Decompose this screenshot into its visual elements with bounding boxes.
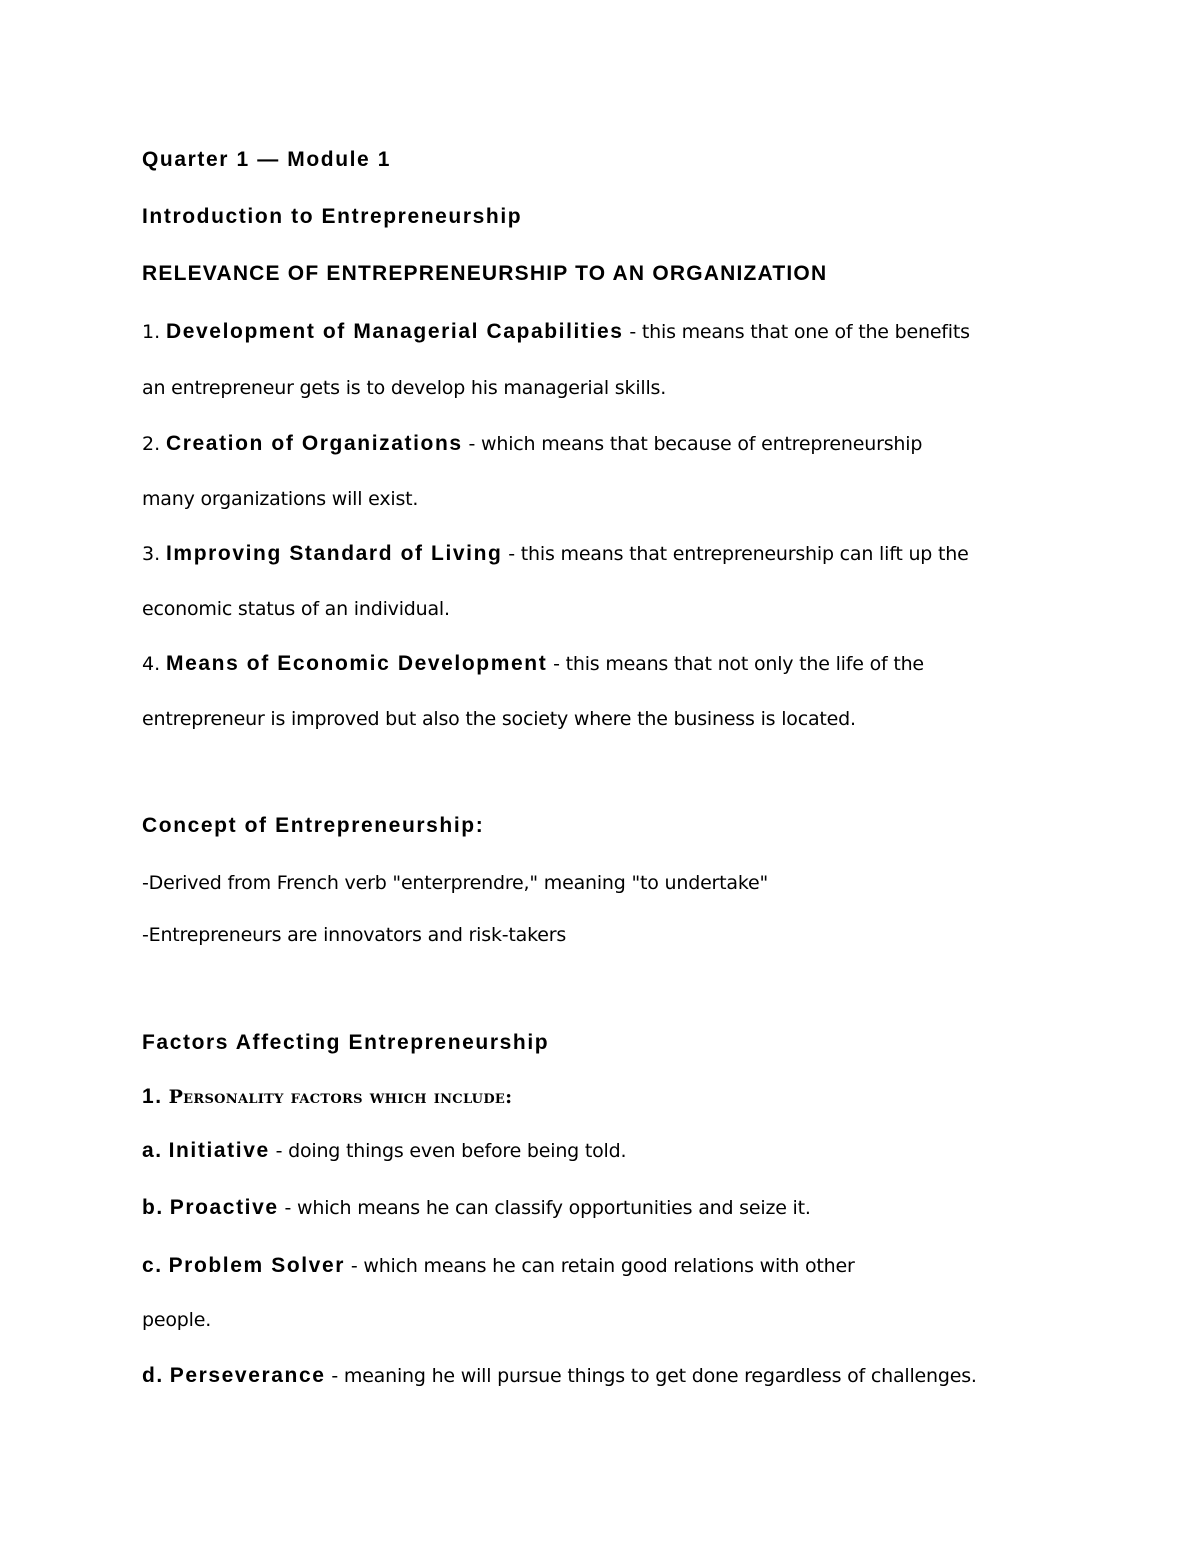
item-description: - this means that not only the life of the <box>547 653 924 675</box>
relevance-item-4 <box>142 650 924 678</box>
trait-letter: b. <box>142 1196 164 1219</box>
heading-quarter: Quarter 1 — Module 1 <box>142 148 392 171</box>
item-title: Development of Managerial Capabilities <box>165 320 624 343</box>
trait-letter: d. <box>142 1364 164 1387</box>
trait-c-continuation: people. <box>142 1309 212 1331</box>
heading-concept: Concept of Entrepreneurship: <box>142 814 485 837</box>
heading-relevance: RELEVANCE OF ENTREPRENEURSHIP TO AN ORGANIZATION <box>142 262 828 285</box>
item-description: - this means that entrepreneurship can lift up the <box>502 543 969 565</box>
item-title: Creation of Organizations <box>165 432 463 455</box>
relevance-item-1 <box>142 318 970 346</box>
item-title: Improving Standard of Living <box>165 542 503 565</box>
relevance-item-2-continuation: many organizations will exist. <box>142 488 419 510</box>
trait-letter: a. <box>142 1139 163 1162</box>
item-title: Means of Economic Development <box>165 652 548 675</box>
heading-factors: Factors Affecting Entrepreneurship <box>142 1031 550 1054</box>
item-description: - this means that one of the benefits <box>623 321 970 343</box>
trait-title: Initiative <box>168 1139 270 1162</box>
trait-title: Problem Solver <box>168 1254 346 1277</box>
trait-d <box>142 1362 977 1390</box>
trait-description: - which means he can retain good relations with other <box>345 1255 855 1277</box>
item-number: 2. <box>142 433 161 455</box>
item-number: 1. <box>142 321 161 343</box>
trait-letter: c. <box>142 1254 163 1277</box>
concept-line-2: -Entrepreneurs are innovators and risk-takers <box>142 924 567 946</box>
relevance-item-2 <box>142 430 922 458</box>
relevance-item-3 <box>142 540 969 568</box>
factor-number: 1. <box>142 1085 163 1108</box>
item-number: 4. <box>142 653 161 675</box>
trait-description: - doing things even before being told. <box>269 1140 627 1162</box>
trait-b <box>142 1194 811 1222</box>
trait-description: - meaning he will pursue things to get done regardless of challenges. <box>325 1365 977 1387</box>
relevance-item-4-continuation: entrepreneur is improved but also the society where the business is located. <box>142 708 856 730</box>
trait-description: - which means he can classify opportunities and seize it. <box>278 1197 811 1219</box>
factor-label: Personality factors which include: <box>168 1086 513 1108</box>
trait-a <box>142 1137 626 1165</box>
heading-introduction: Introduction to Entrepreneurship <box>142 205 523 228</box>
concept-line-1: -Derived from French verb "enterprendre," meaning "to undertake" <box>142 872 769 894</box>
item-description: - which means that because of entrepreneurship <box>462 433 923 455</box>
factor-1 <box>142 1083 512 1111</box>
trait-title: Perseverance <box>169 1364 326 1387</box>
item-number: 3. <box>142 543 161 565</box>
relevance-item-1-continuation: an entrepreneur gets is to develop his managerial skills. <box>142 377 667 399</box>
trait-title: Proactive <box>169 1196 279 1219</box>
trait-c <box>142 1252 855 1280</box>
relevance-item-3-continuation: economic status of an individual. <box>142 598 450 620</box>
